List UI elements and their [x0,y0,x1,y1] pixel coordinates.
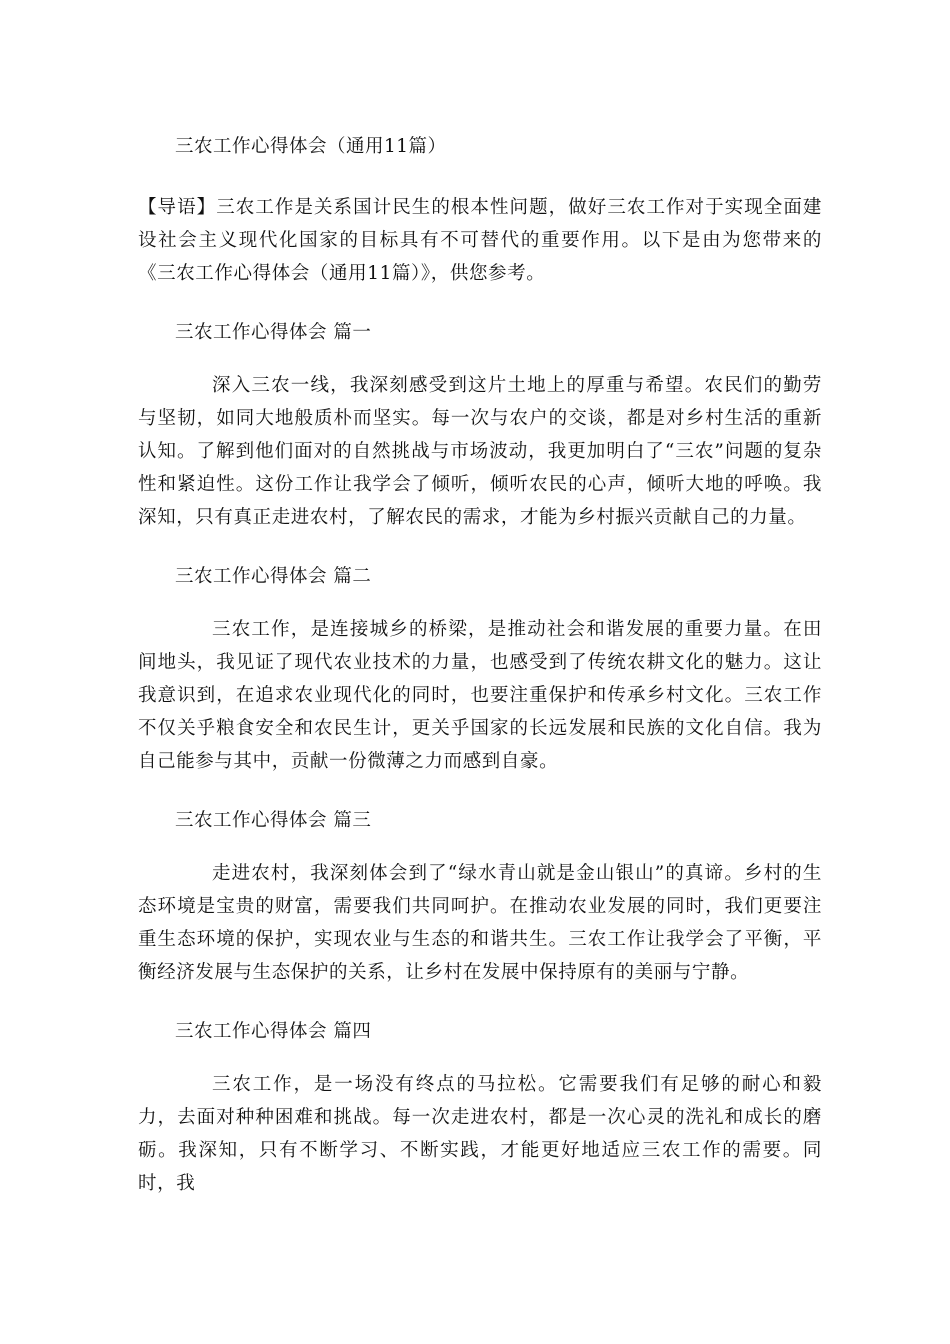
intro-paragraph: 【导语】三农工作是关系国计民生的根本性问题，做好三农工作对于实现全面建设社会主义现代化国家的目标具有不可替代的重要作用。以下是由为您带来的《三农工作心得体会（通用11篇）》，供您参考。 [138,197,822,284]
section-heading-3: 三农工作心得体会 篇三 [175,810,372,831]
section-body-4: 三农工作，是一场没有终点的马拉松。它需要我们有足够的耐心和毅力，去面对种种困难和挑战。每一次走进农村，都是一次心灵的洗礼和成长的磨砺。我深知，只有不断学习、不断实践，才能更好地适应三农工作的需要。同时，我 [138,1074,822,1194]
section-body-1: 深入三农一线，我深刻感受到这片土地上的厚重与希望。农民们的勤劳与坚韧，如同大地般质朴而坚实。每一次与农户的交谈，都是对乡村生活的重新认知。了解到他们面对的自然挑战与市场波动，我更加明白了“三农”问题的复杂性和紧迫性。这份工作让我学会了倾听，倾听农民的心声，倾听大地的呼唤。我深知，只有真正走进农村，了解农民的需求，才能为乡村振兴贡献自己的力量。 [138,375,822,528]
document-title: 三农工作心得体会（通用11篇） [175,136,447,157]
section-heading-4: 三农工作心得体会 篇四 [175,1021,372,1042]
section-body-2: 三农工作，是连接城乡的桥梁，是推动社会和谐发展的重要力量。在田间地头，我见证了现代农业技术的力量，也感受到了传统农耕文化的魅力。这让我意识到，在追求农业现代化的同时，也要注重保护和传承乡村文化。三农工作不仅关乎粮食安全和农民生计，更关乎国家的长远发展和民族的文化自信。我为自己能参与其中，贡献一份微薄之力而感到自豪。 [138,619,822,772]
document-content [138,130,822,1226]
section-heading-1: 三农工作心得体会 篇一 [175,322,372,343]
section-body-3: 走进农村，我深刻体会到了“绿水青山就是金山银山”的真谛。乡村的生态环境是宝贵的财富，需要我们共同呵护。在推动农业发展的同时，我们更要注重生态环境的保护，实现农业与生态的和谐共生。三农工作让我学会了平衡，平衡经济发展与生态保护的关系，让乡村在发展中保持原有的美丽与宁静。 [138,863,822,983]
section-heading-2: 三农工作心得体会 篇二 [175,566,372,587]
